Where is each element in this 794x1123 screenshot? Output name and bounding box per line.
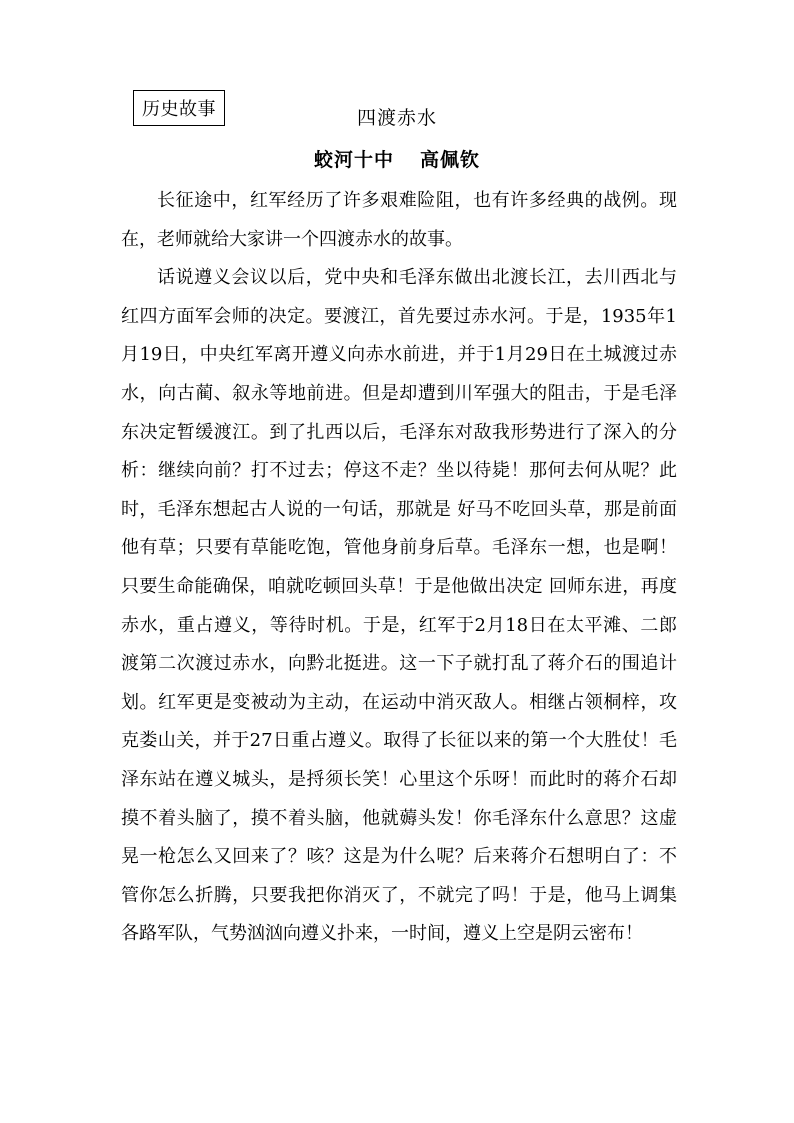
- story-body: [121, 182, 677, 954]
- paragraph: 长征途中，红军经历了许多艰难险阻，也有许多经典的战例。现在，老师就给大家讲一个四渡赤水的故事。: [121, 190, 677, 250]
- page-title: 四渡赤水: [356, 107, 437, 129]
- paragraph: 话说遵义会议以后，党中央和毛泽东做出北渡长江，去川西北与红四方面军会师的决定。要渡江，首先要过赤水河。于是，1935年1月19日，中央红军离开遵义向赤水前进，并于1月29日在土城渡过赤水，向古蔺、叙永等地前进。但是却遭到川军强大的阻击，于是毛泽东决定暂缓渡江。到了扎西以后，毛泽东对敌我形势进行了深入的分析：继续向前？打不过去；停这不走？坐以待毙！那何去何从呢？此时，毛泽东想起古人说的一句话，那就是 好马不吃回头草，那是前面他有草；只要有草能吃饱，管他身前身后草。毛泽东一想，也是啊！只要生命能确保，咱就吃顿回头草！于是他做出决定 回师东进，再度赤水，重占遵义，等待时机。于是，红军于2月18日在太平滩、二郎渡第二次渡过赤水，向黔北挺进。这一下子就打乱了蒋介石的围追计划。红军更是变被动为主动，在运动中消灭敌人。相继占领桐梓，攻克娄山关，并于27日重占遵义。取得了长征以来的第一个大胜仗！毛泽东站在遵义城头，是捋须长笑！心里这个乐呀！而此时的蒋介石却摸不着头脑了，摸不着头脑，他就薅头发！你毛泽东什么意思？这虚晃一枪怎么又回来了？咳？这是为什么呢？后来蒋介石想明白了：不管你怎么折腾，只要我把你消灭了，不就完了吗！于是，他马上调集各路军队，气势汹汹向遵义扑来，一时间，遵义上空是阴云密布！: [121, 267, 677, 945]
- byline: [0, 145, 794, 172]
- byline-school: 蛟河十中: [313, 149, 394, 171]
- category-tag-label: 历史故事: [142, 99, 216, 120]
- byline-author: 高佩钦: [420, 149, 481, 171]
